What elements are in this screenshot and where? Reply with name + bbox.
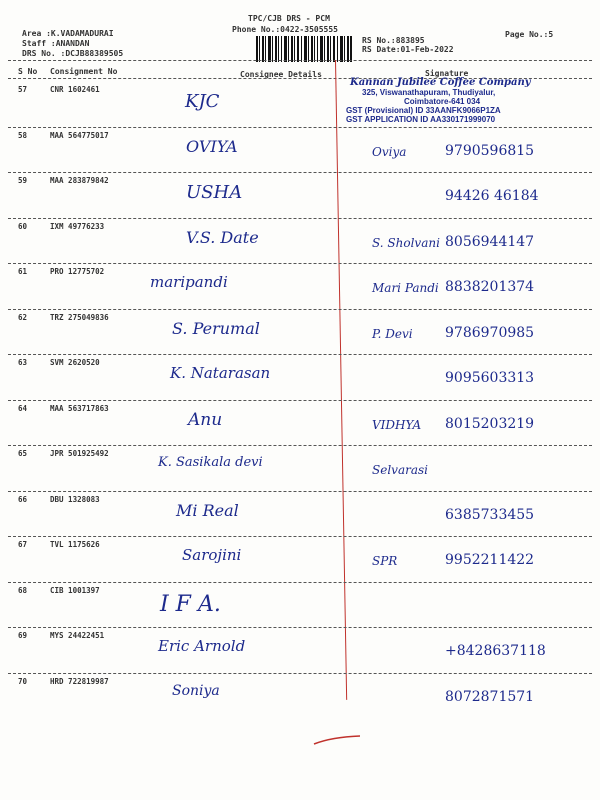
stamp-gst-provisional: GST (Provisional) ID 33AANFK9066P1ZA — [346, 106, 501, 115]
row-consignment-no: DBU 1328083 — [50, 494, 100, 504]
row-phone: 6385733455 — [445, 506, 535, 523]
row-signature: S. Sholvani — [372, 235, 440, 250]
row-consignment-no: TRZ 275049836 — [50, 312, 109, 322]
row-consignee-name: V.S. Date — [186, 227, 259, 247]
row-sno: 70 — [18, 676, 28, 686]
stamp-address2: Coimbatore-641 034 — [404, 97, 481, 106]
row-sno: 62 — [18, 312, 28, 322]
row-phone: 9786970985 — [445, 324, 535, 341]
row-consignee-name: Soniya — [172, 682, 220, 699]
col-consignee: Consignee Details — [240, 70, 322, 79]
stamp-gst-application: GST APPLICATION ID AA330171999070 — [346, 115, 496, 124]
row-sno: 68 — [18, 585, 28, 595]
drs-number: DRS No. :DCJB88389505 — [22, 49, 124, 58]
row-divider — [8, 627, 592, 628]
row-consignment-no: CNR 1602461 — [50, 85, 100, 94]
row-consignee-name: S. Perumal — [172, 318, 260, 338]
phone-number: Phone No.:0422-3505555 — [232, 25, 338, 34]
row-consignment-no: HRD 722819987 — [50, 676, 109, 686]
row-consignment-no: MAA 564775017 — [50, 130, 109, 140]
row-consignment-no: IXM 49776233 — [50, 221, 105, 231]
row-sno: 60 — [18, 221, 28, 231]
row-consignee-name: Eric Arnold — [158, 637, 246, 655]
row-divider — [8, 491, 592, 492]
header-divider-top — [8, 60, 592, 61]
area-label: Area :K.VADAMADURAI — [22, 29, 114, 38]
page-number: Page No.:5 — [505, 30, 554, 39]
row-consignee-name: K. Sasikala devi — [158, 455, 263, 470]
red-pen-mark — [312, 732, 362, 751]
row-sno: 58 — [18, 130, 28, 140]
row-phone: 8015203219 — [445, 415, 535, 432]
col-signature: Signature — [425, 69, 469, 78]
row-divider — [8, 445, 592, 446]
row-sno: 57 — [18, 85, 28, 94]
row-divider — [8, 354, 592, 355]
row-signature: Mari Pandi — [372, 281, 439, 295]
row-sno: 67 — [18, 540, 28, 549]
row-consignee-name: I F A. — [160, 591, 221, 617]
row-consignment-no: CIB 1001397 — [50, 585, 100, 595]
row-consignee-name: Anu — [188, 409, 223, 430]
row-signature: P. Devi — [372, 326, 413, 341]
red-margin-line — [335, 60, 347, 700]
row-divider — [8, 263, 592, 264]
document-title: TPC/CJB DRS - PCM — [248, 14, 330, 23]
row-consignee-name: Sarojini — [182, 546, 242, 564]
stamp-company: Kannan Jubilee Coffee Company — [350, 77, 531, 88]
row-sno: 63 — [18, 358, 28, 367]
row-sno: 66 — [18, 494, 28, 504]
row-divider — [8, 127, 592, 128]
row-consignee-name: Mi Real — [176, 500, 239, 520]
row-consignment-no: TVL 1175626 — [50, 540, 100, 549]
col-consignment: Consignment No — [50, 67, 118, 76]
row-sno: 64 — [18, 403, 28, 413]
stamp-address1: 325, Viswanathapuram, Thudiyalur, — [362, 88, 496, 97]
row-consignment-no: JPR 501925492 — [50, 449, 109, 458]
row-signature: Oviya — [372, 144, 407, 159]
barcode — [256, 36, 352, 62]
row-divider — [8, 536, 592, 537]
row-phone: +8428637118 — [445, 643, 546, 659]
row-sno: 65 — [18, 449, 28, 458]
row-signature: SPR — [372, 554, 398, 568]
row-divider — [8, 309, 592, 310]
row-divider — [8, 172, 592, 173]
row-sno: 69 — [18, 631, 28, 640]
row-consignee-name: maripandi — [150, 273, 228, 291]
row-consignee-name: OVIYA — [186, 136, 238, 156]
row-sno: 59 — [18, 176, 28, 185]
row-phone: 9095603313 — [445, 370, 535, 386]
row-divider — [8, 400, 592, 401]
row-consignment-no: MYS 24422451 — [50, 631, 105, 640]
row-signature: VIDHYA — [372, 417, 422, 432]
row-phone: 8838201374 — [445, 279, 535, 295]
row-consignee-name: USHA — [186, 182, 243, 203]
row-phone: 9790596815 — [445, 142, 535, 159]
row-divider — [8, 582, 592, 583]
row-phone: 94426 46184 — [445, 188, 539, 204]
row-phone: 8056944147 — [445, 233, 535, 250]
col-sno: S No — [18, 67, 38, 76]
row-consignee-name: KJC — [185, 91, 220, 112]
row-phone: 9952211422 — [445, 552, 535, 568]
rs-number: RS No.:883895 — [362, 36, 425, 45]
row-consignee-name: K. Natarasan — [170, 364, 271, 382]
row-consignment-no: MAA 283879842 — [50, 176, 109, 185]
row-consignment-no: MAA 563717863 — [50, 403, 109, 413]
row-signature: Selvarasi — [372, 463, 428, 477]
rs-date: RS Date:01-Feb-2022 — [362, 45, 454, 54]
row-divider — [8, 673, 592, 674]
row-divider — [8, 218, 592, 219]
row-sno: 61 — [18, 267, 28, 276]
company-stamp — [346, 77, 531, 124]
row-consignment-no: PRO 12775702 — [50, 267, 105, 276]
staff-label: Staff :ANANDAN — [22, 39, 90, 48]
row-phone: 8072871571 — [445, 688, 535, 705]
row-consignment-no: SVM 2620520 — [50, 358, 100, 367]
